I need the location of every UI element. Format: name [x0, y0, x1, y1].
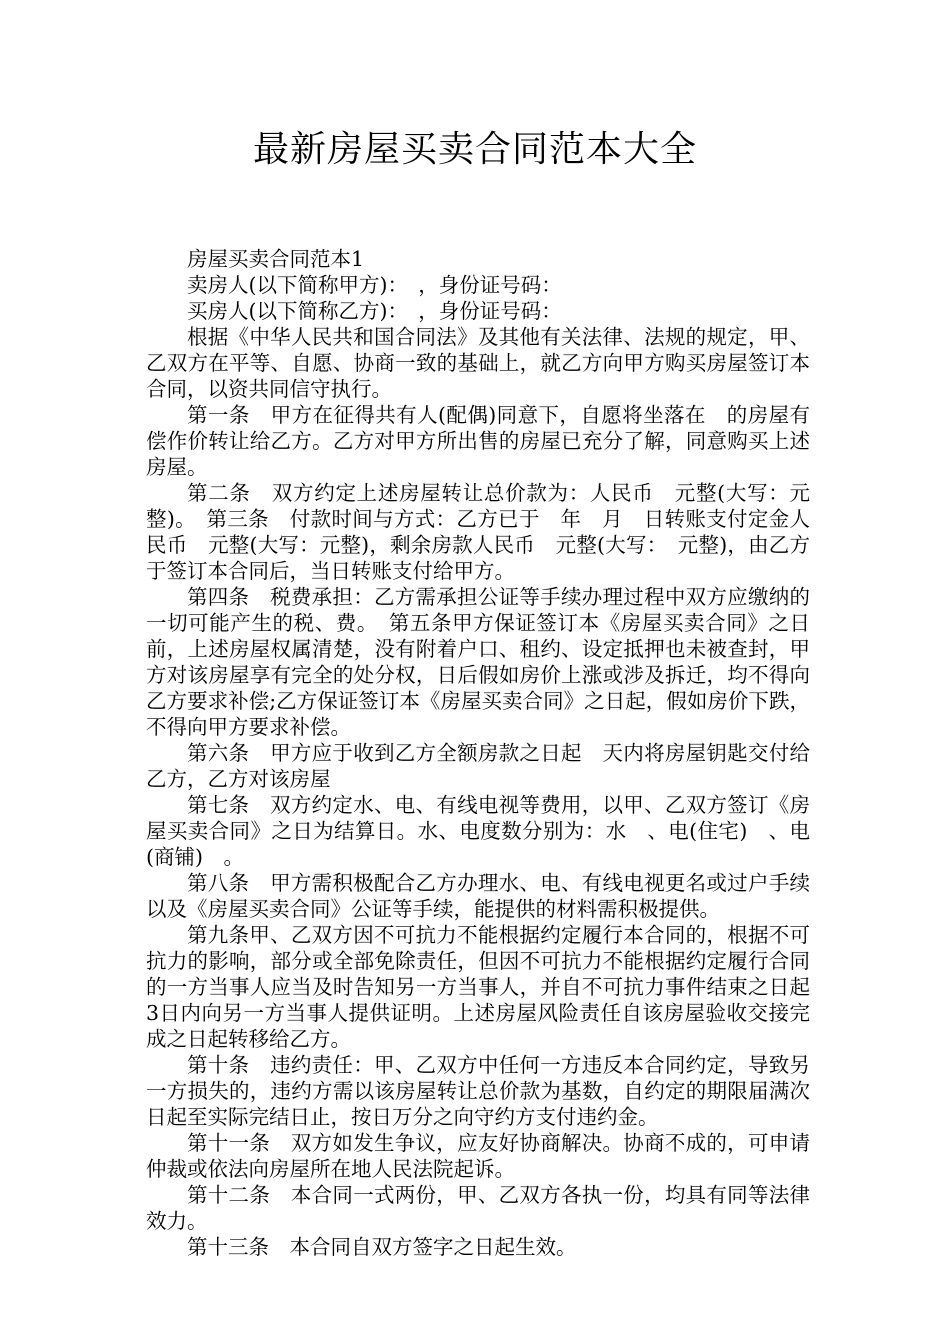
buyer-line: 买房人(以下简称乙方)： ，身份证号码： [187, 299, 562, 323]
document-body [146, 246, 810, 1260]
article-13: 第十三条 本合同自双方签字之日起生效。 [187, 1235, 577, 1259]
section-heading: 房屋买卖合同范本1 [187, 247, 365, 271]
preamble-paragraph: 根据《中华人民共和国合同法》及其他有关法律、法规的规定，甲、乙双方在平等、自愿、协商一致的基础上，就乙方向甲方购买房屋签订本合同，以资共同信守执行。 [146, 325, 810, 401]
article-8: 第八条 甲方需积极配合乙方办理水、电、有线电视更名或过户手续以及《房屋买卖合同》公证等手续，能提供的材料需积极提供。 [146, 871, 810, 921]
document-title: 最新房屋买卖合同范本大全 [252, 129, 697, 170]
article-4-5: 第四条 税费承担：乙方需承担公证等手续办理过程中双方应缴纳的一切可能产生的税、费。 第五条甲方保证签订本《房屋买卖合同》之日前，上述房屋权属清楚，没有附着户口、租约、设定抵押也未被查封，甲方对该房屋享有完全的处分权，日后假如房价上涨或涉及拆迁，均不得向乙方要求补偿;乙方保证签订本《房屋买卖合同》之日起，假如房价下跌，不得向甲方要求补偿。 [146, 585, 810, 739]
article-10: 第十条 违约责任：甲、乙双方中任何一方违反本合同约定，导致另一方损失的，违约方需以该房屋转让总价款为基数，自约定的期限届满次日起至实际完结日止，按日万分之向守约方支付违约金。 [146, 1053, 810, 1129]
article-1: 第一条 甲方在征得共有人(配偶)同意下，自愿将坐落在 的房屋有偿作价转让给乙方。乙方对甲方所出售的房屋已充分了解，同意购买上述房屋。 [146, 403, 810, 479]
seller-line: 卖房人(以下简称甲方)： ，身份证号码： [187, 273, 562, 297]
article-12: 第十二条 本合同一式两份，甲、乙双方各执一份，均具有同等法律效力。 [146, 1183, 810, 1233]
article-2-3: 第二条 双方约定上述房屋转让总价款为：人民币 元整(大写：元整)。 第三条 付款时间与方式：乙方已于 年 月 日转账支付定金人民币 元整(大写：元整)，剩余房款人民币 元整(大写： 元整)，由乙方于签订本合同后，当日转账支付给甲方。 [146, 481, 810, 583]
article-6: 第六条 甲方应于收到乙方全额房款之日起 天内将房屋钥匙交付给乙方，乙方对该房屋 [146, 741, 810, 791]
article-7: 第七条 双方约定水、电、有线电视等费用，以甲、乙双方签订《房屋买卖合同》之日为结算日。水、电度数分别为：水 、电(住宅) 、电(商铺) 。 [146, 793, 810, 869]
article-9: 第九条甲、乙双方因不可抗力不能根据约定履行本合同的，根据不可抗力的影响，部分或全部免除责任，但因不可抗力不能根据约定履行合同的一方当事人应当及时告知另一方当事人，并自不可抗力事件结束之日起3日内向另一方当事人提供证明。上述房屋风险责任自该房屋验收交接完成之日起转移给乙方。 [146, 923, 810, 1051]
article-11: 第十一条 双方如发生争议，应友好协商解决。协商不成的，可申请仲裁或依法向房屋所在地人民法院起诉。 [146, 1131, 810, 1181]
